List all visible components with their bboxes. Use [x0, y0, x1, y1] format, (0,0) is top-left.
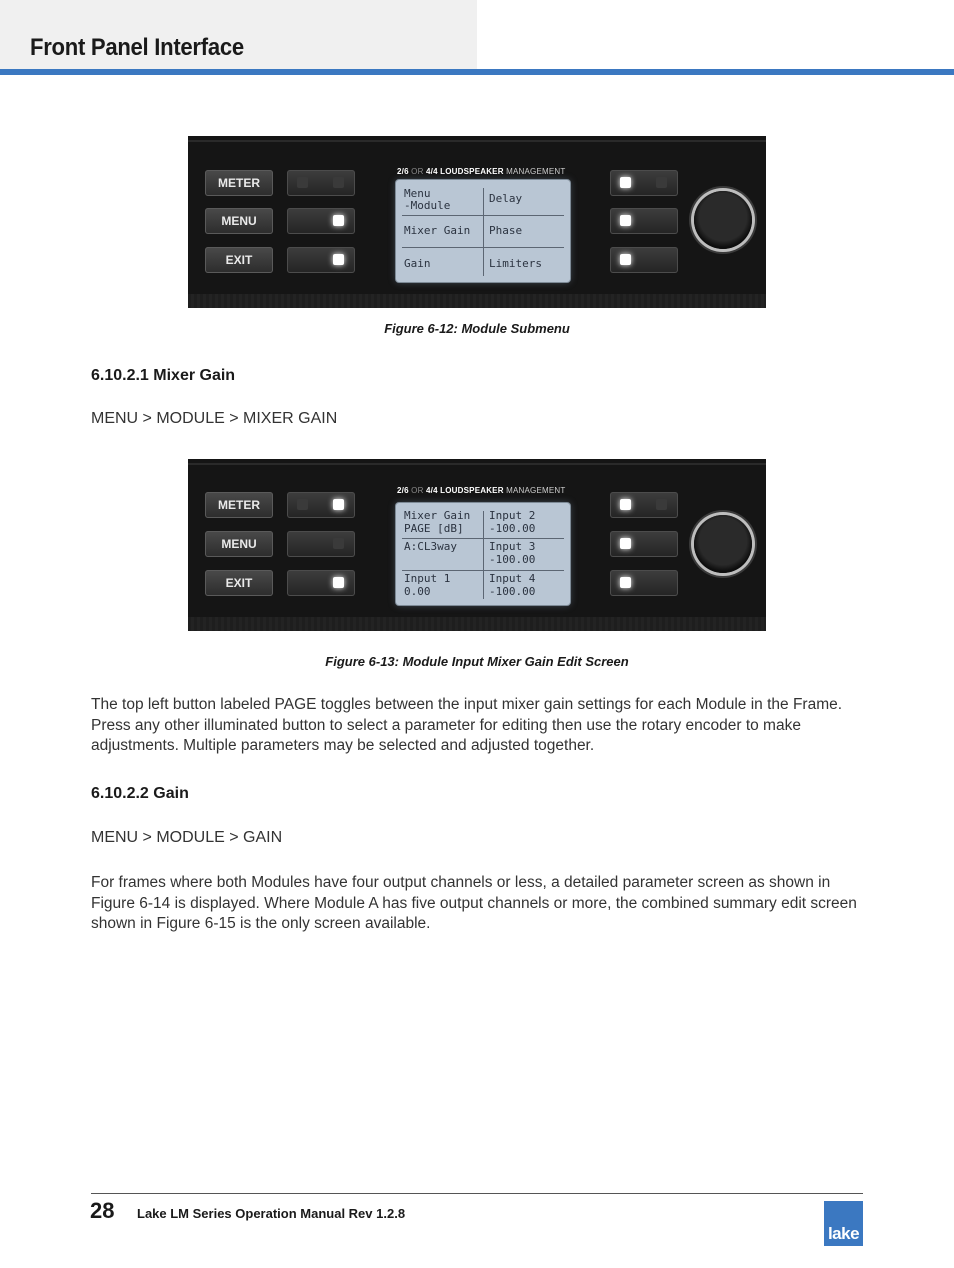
softkey-left-2 — [287, 208, 355, 234]
figure-caption: Figure 6-12: Module Submenu — [384, 321, 570, 336]
softkey-right-3 — [610, 247, 678, 273]
led-indicator-lit — [620, 215, 631, 226]
meter-button: METER — [205, 492, 273, 518]
lcd-input-1-label: Input 1 — [404, 572, 451, 585]
rotary-encoder-knob — [694, 515, 752, 573]
menu-path-mixer-gain: MENU > MODULE > MIXER GAIN — [91, 410, 338, 427]
lcd-gain-label: Gain — [404, 257, 431, 270]
lcd-phase-label: Phase — [489, 224, 523, 237]
panel-bottom-band — [188, 294, 766, 308]
lcd-delay-label: Delay — [489, 192, 523, 205]
figure-caption: Figure 6-13: Module Input Mixer Gain Edit Screen — [325, 654, 629, 669]
lcd-menu-label: Menu — [404, 187, 431, 200]
menu-button: MENU — [205, 531, 273, 557]
section-heading-gain: 6.10.2.2 Gain — [91, 785, 189, 802]
lcd-input-4-value: -100.00 — [489, 585, 536, 598]
softkey-left-1 — [287, 170, 355, 196]
lcd-input-4-label: Input 4 — [489, 572, 536, 585]
lcd-input-2-value: -100.00 — [489, 522, 536, 535]
manual-title: Lake LM Series Operation Manual Rev 1.2.8 — [137, 1206, 406, 1221]
brand-strip: 2/6 OR 4/4 LOUDSPEAKER MANAGEMENT — [397, 167, 566, 176]
led-indicator-lit — [620, 254, 631, 265]
exit-button: EXIT — [205, 247, 273, 273]
softkey-left-2 — [287, 531, 355, 557]
led-indicator — [297, 177, 308, 188]
led-indicator-lit — [333, 577, 344, 588]
brand-strip: 2/6 OR 4/4 LOUDSPEAKER MANAGEMENT — [397, 486, 566, 495]
meter-button: METER — [205, 170, 273, 196]
rotary-encoder-knob — [694, 191, 752, 249]
softkey-right-2 — [610, 208, 678, 234]
led-indicator — [333, 538, 344, 549]
lake-logo: lake — [824, 1201, 863, 1246]
led-indicator — [656, 177, 667, 188]
menu-button: MENU — [205, 208, 273, 234]
softkey-right-1 — [610, 492, 678, 518]
lcd-input-3-value: -100.00 — [489, 553, 536, 566]
panel-top-stripe — [188, 140, 766, 142]
lcd-input-2-label: Input 2 — [489, 509, 536, 522]
header-rule — [0, 69, 954, 75]
led-indicator-lit — [620, 538, 631, 549]
lcd-input-3-label: Input 3 — [489, 540, 536, 553]
page-header-title: Front Panel Interface — [30, 34, 244, 61]
led-indicator — [333, 177, 344, 188]
lcd-page-label: PAGE [dB] — [404, 522, 464, 535]
page-number: 28 — [90, 1198, 115, 1223]
softkey-left-3 — [287, 247, 355, 273]
front-panel-image-mixer-gain — [188, 459, 766, 631]
lcd-module-label: -Module — [404, 199, 451, 212]
exit-button: EXIT — [205, 570, 273, 596]
softkey-left-3 — [287, 570, 355, 596]
led-indicator-lit — [333, 215, 344, 226]
panel-bottom-band — [188, 617, 766, 631]
led-indicator-lit — [620, 577, 631, 588]
section-heading-mixer-gain: 6.10.2.1 Mixer Gain — [91, 367, 236, 384]
lcd-display — [396, 503, 570, 605]
body-paragraph: The top left button labeled PAGE toggles between the input mixer gain settings for each Module in the Frame. Press any other illuminated button to select a parameter for editing then use the rotary encoder to make adjustments. Multiple parameters may be selected and adjusted together. — [91, 696, 843, 754]
lcd-input-1-value: 0.00 — [404, 585, 431, 598]
led-indicator-lit — [620, 499, 631, 510]
led-indicator — [656, 499, 667, 510]
led-indicator — [297, 499, 308, 510]
softkey-left-1 — [287, 492, 355, 518]
footer-rule — [91, 1193, 863, 1194]
lcd-module-name: A:CL3way — [404, 540, 457, 553]
body-paragraph: For frames where both Modules have four output channels or less, a detailed parameter screen as shown in Figure 6-14 is displayed. Where Module A has five output channels or more, the combined summary edit screen shown in Figure 6-15 is the only screen available. — [91, 874, 857, 932]
softkey-right-1 — [610, 170, 678, 196]
softkey-right-3 — [610, 570, 678, 596]
led-indicator-lit — [620, 177, 631, 188]
panel-top-stripe — [188, 463, 766, 465]
lcd-display — [396, 180, 570, 282]
lcd-mixer-gain-title: Mixer Gain — [404, 509, 471, 522]
front-panel-image-module-submenu — [188, 136, 766, 308]
lcd-limiters-label: Limiters — [489, 257, 542, 270]
lcd-mixer-gain-label: Mixer Gain — [404, 224, 471, 237]
led-indicator-lit — [333, 254, 344, 265]
softkey-right-2 — [610, 531, 678, 557]
led-indicator-lit — [333, 499, 344, 510]
menu-path-gain: MENU > MODULE > GAIN — [91, 829, 283, 846]
